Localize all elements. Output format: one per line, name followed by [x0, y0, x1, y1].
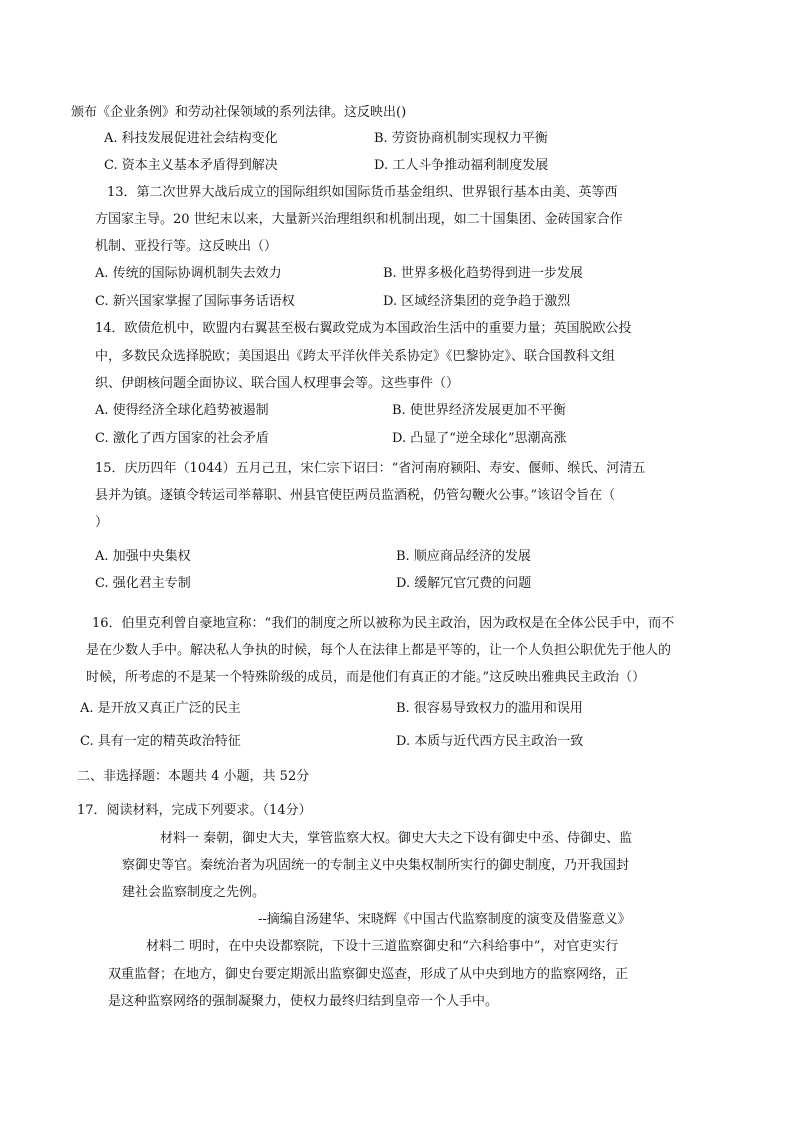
q17-source1: --摘编自汤建华、宋晓辉《中国古代监察制度的演变及借鉴意义》 — [258, 912, 631, 927]
q16-line-2: 是在少数人手中。解决私人争执的时候，每个人在法律上都是平等的，让一个人负担公职优先于他人的 — [86, 643, 672, 658]
q13-line-2: 方国家主导。20 世纪末以来，大量新兴治理组织和机制出现，如二十国集团、金砖国家合作 — [95, 212, 623, 227]
q15-line-3: ） — [95, 515, 109, 530]
q15-option-b: B. 顺应商品经济的发展 — [396, 549, 531, 564]
q17-heading: 17．阅读材料，完成下列要求。（14分） — [77, 803, 312, 818]
q17-material2-line-3: 是这种监察网络的强制凝聚力，使权力最终归结到皇帝一个人手中。 — [108, 994, 499, 1009]
q14-line-1: 14．欧债危机中，欧盟内右翼甚至极右翼政党成为本国政治生活中的重要力量；英国脱欧公投 — [95, 321, 632, 336]
q14-option-c: C. 激化了西方国家的社会矛盾 — [95, 431, 269, 446]
q17-material1-line-1: 材料一 秦朝，御史大夫，掌管监察大权。御史大夫之下设有御史中丞、侍御史、监 — [160, 831, 633, 846]
q14-line-2: 中，多数民众选择脱欧；美国退出《跨太平洋伙伴关系协定》《巴黎协定》、联合国教科文组 — [95, 349, 616, 364]
section-two-heading: 二、非选择题：本题共 4 小题，共 52分 — [77, 769, 310, 784]
q16-line-1: 16．伯里克利曾自豪地宣称：“我们的制度之所以被称为民主政治，因为政权是在全体公民手中，而不 — [92, 616, 675, 631]
q13-option-c: C. 新兴国家掌握了国际事务话语权 — [95, 294, 295, 309]
q15-option-d: D. 缓解冗官冗费的问题 — [396, 576, 532, 591]
q13-line-3: 机制、亚投行等。这反映出（） — [95, 239, 278, 254]
q12-option-a: A. 科技发展促进社会结构变化 — [104, 131, 278, 146]
q17-material1-line-2: 察御史等官。秦统治者为巩固统一的专制主义中央集权制所实行的御史制度，乃开我国封 — [122, 858, 630, 873]
q17-material2-line-2: 双重监督；在地方，御史台要定期派出监察御史巡查，形成了从中央到地方的监察网络，正 — [108, 967, 629, 982]
q14-line-3: 织、伊朗核问题全面协议、联合国人权理事会等。这些事件（） — [95, 376, 460, 391]
q17-material2-line-1: 材料二 明时，在中央设都察院，下设十三道监察御史和“六科给事中”，对官吏实行 — [146, 939, 619, 954]
q16-option-c: C. 具有一定的精英政治特征 — [80, 734, 241, 749]
q15-line-1: 15．庆历四年（1044）五月己丑，宋仁宗下诏曰：“省河南府颍阳、寿安、偃师、缑氏、河清五 — [95, 461, 646, 476]
q16-option-a: A. 是开放又真正广泛的民主 — [80, 701, 241, 716]
q12-option-d: D. 工人斗争推动福利制度发展 — [374, 158, 549, 173]
q13-line-1: 13．第二次世界大战后成立的国际组织如国际货币基金组织、世界银行基本由美、英等西 — [107, 185, 618, 200]
q14-option-b: B. 使世界经济发展更加不平衡 — [392, 403, 566, 418]
q14-option-a: A. 使得经济全球化趋势被遏制 — [95, 403, 269, 418]
q12-option-c: C. 资本主义基本矛盾得到解决 — [104, 158, 278, 173]
q12-tail-text: 颁布《企业条例》和劳动社保领域的系列法律。这反映出() — [71, 105, 407, 120]
q16-line-3: 时候，所考虑的不是某一个特殊阶级的成员，而是他们有真正的才能。”这反映出雅典民主政治（） — [86, 670, 646, 685]
q15-option-c: C. 强化君主专制 — [95, 576, 191, 591]
q13-option-a: A. 传统的国际协调机制失去效力 — [95, 266, 282, 281]
q12-option-b: B. 劳资协商机制实现权力平衡 — [374, 131, 548, 146]
q16-option-d: D. 本质与近代西方民主政治一致 — [396, 734, 584, 749]
q17-material1-line-3: 建社会监察制度之先例。 — [122, 885, 266, 900]
q13-option-b: B. 世界多极化趋势得到进一步发展 — [383, 266, 583, 281]
q15-option-a: A. 加强中央集权 — [95, 549, 191, 564]
q14-option-d: D. 凸显了“逆全球化”思潮高涨 — [392, 431, 567, 446]
q13-option-d: D. 区域经济集团的竞争趋于激烈 — [383, 294, 571, 309]
q15-line-2: 县并为镇。逐镇令转运司举幕职、州县官使臣两员监酒税，仍管勾鞭火公事。”该诏令旨在（ — [95, 488, 616, 503]
q16-option-b: B. 很容易导致权力的滥用和误用 — [396, 701, 583, 716]
